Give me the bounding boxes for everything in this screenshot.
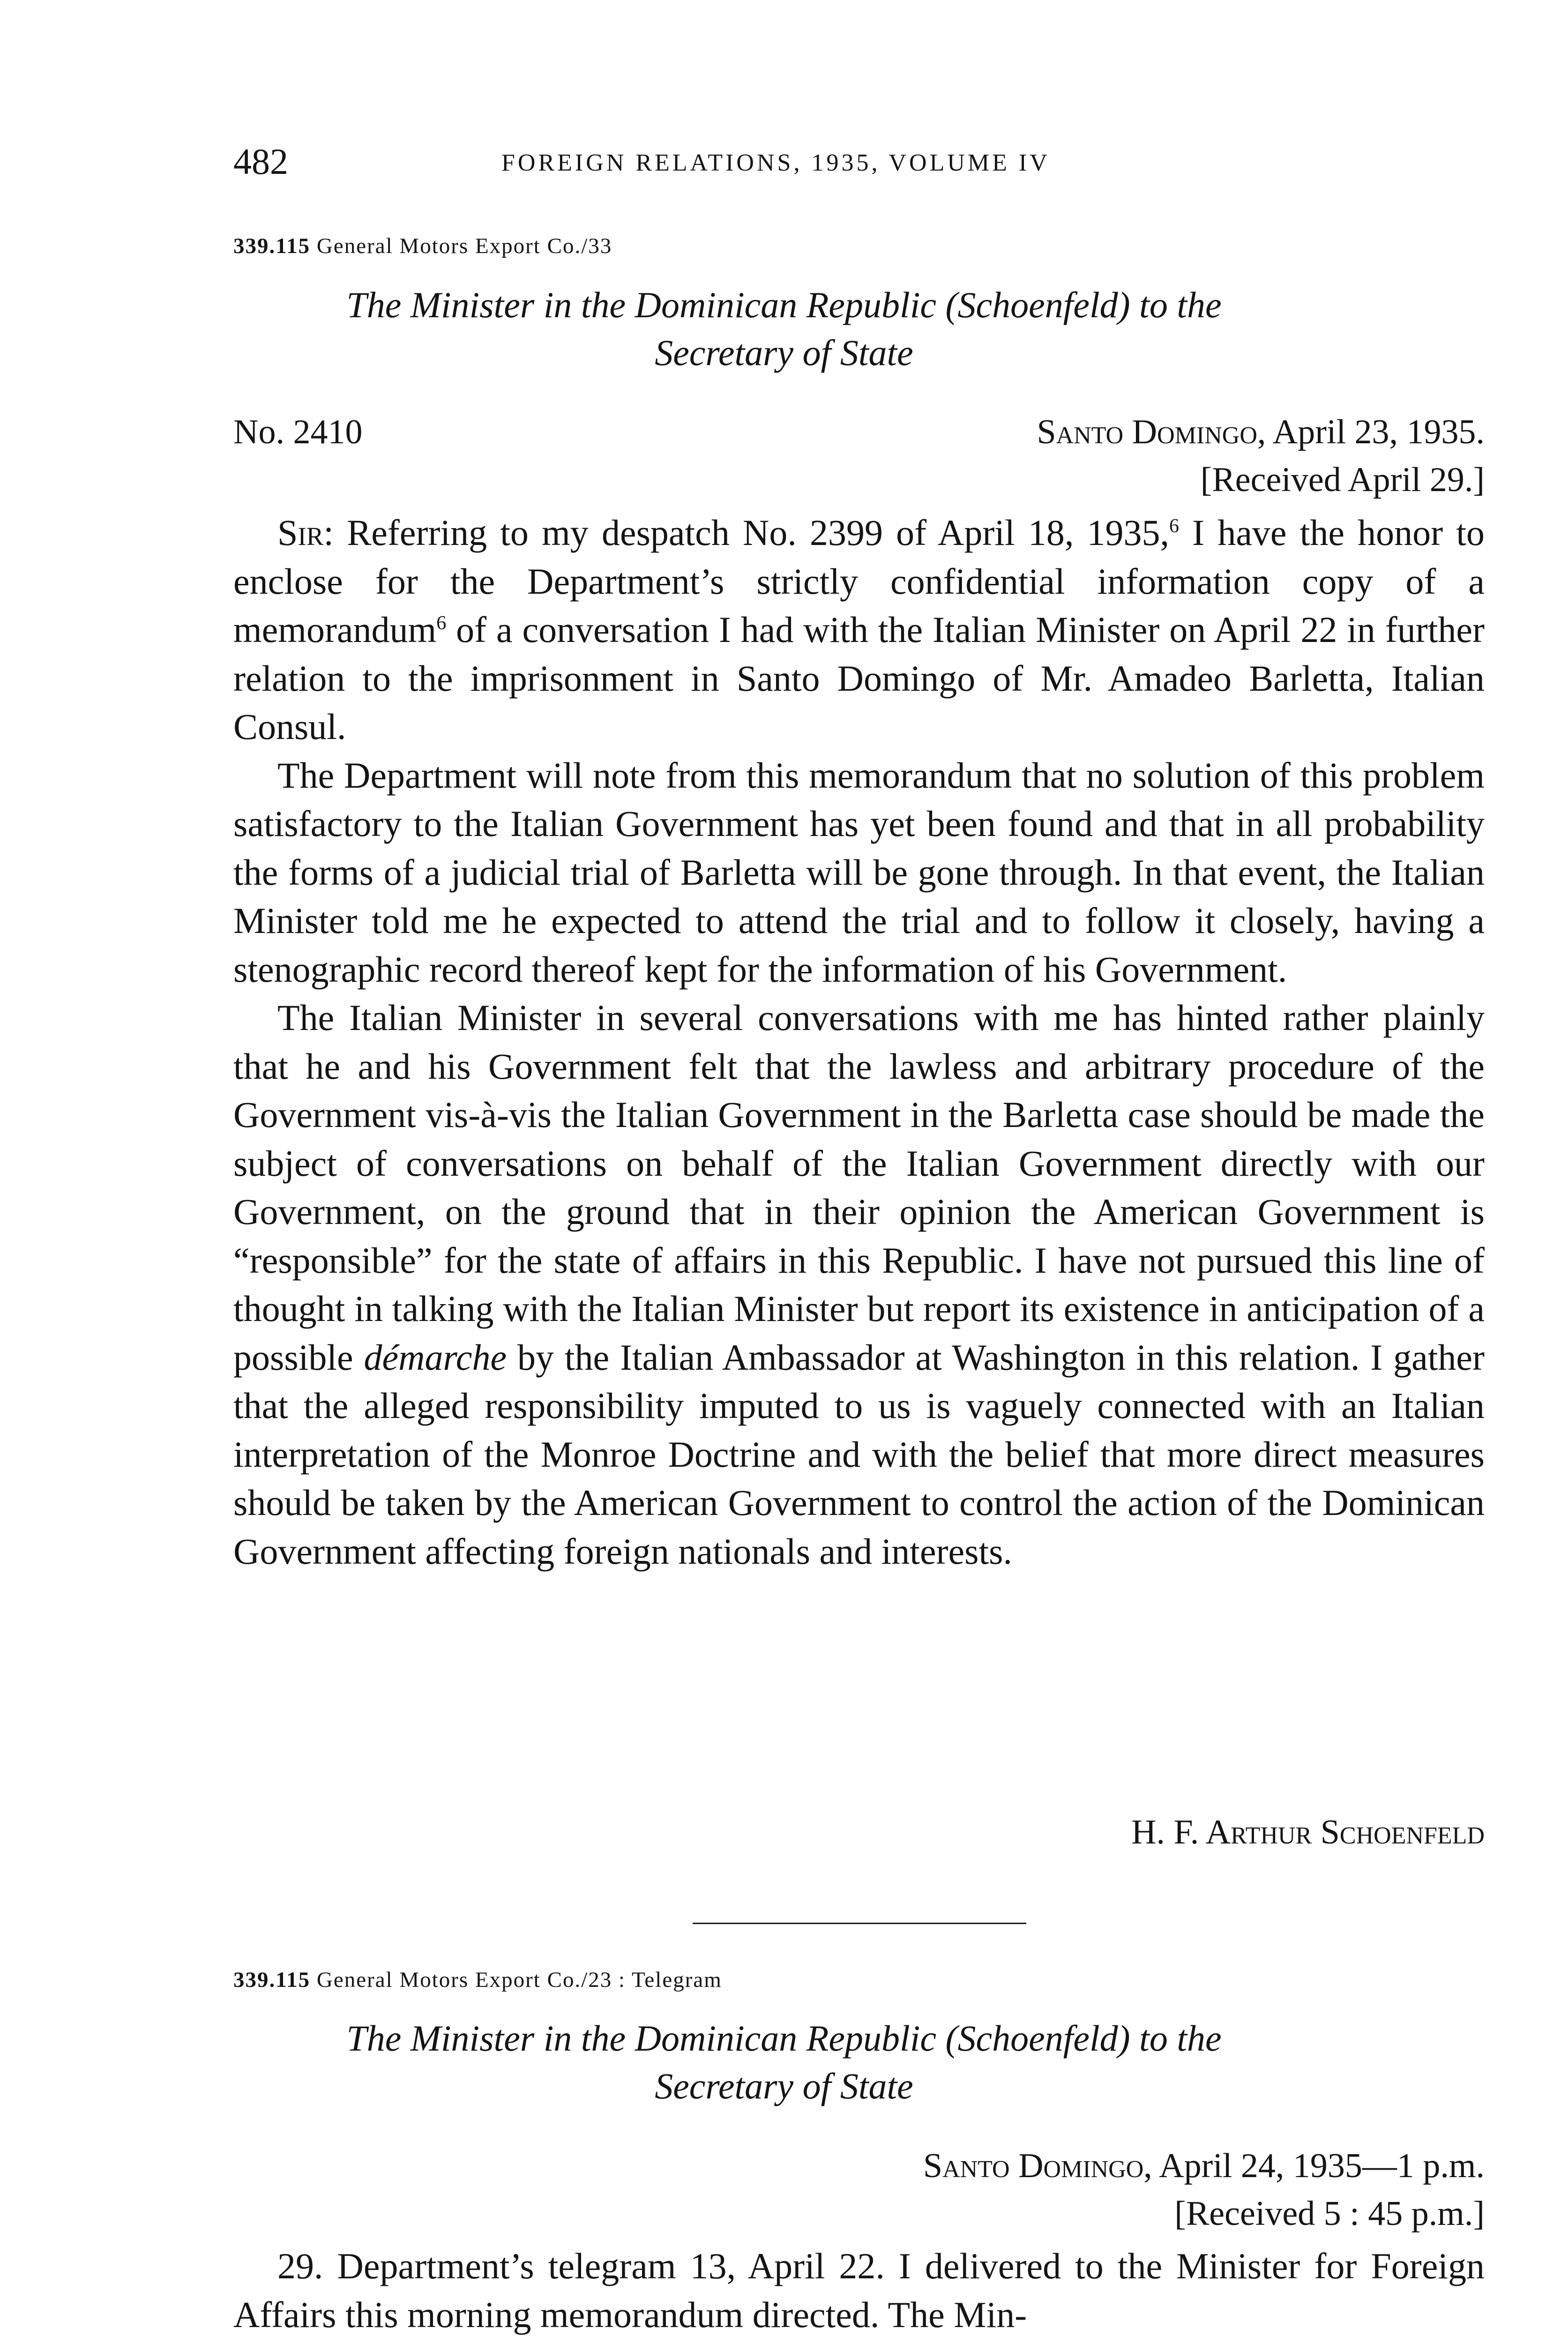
file-reference-text: General Motors Export Co./23 : Telegram (316, 1968, 722, 1992)
received-note: [Received April 29.] (1200, 461, 1485, 499)
signature: H. F. Arthur Schoenfeld (1131, 1813, 1485, 1851)
paragraph: The Department will note from this memorandum that no solution of this problem satisfactory to the Italian Government has yet been found and that in all probability the forms of a judicial trial of Barletta will be gone through. In that event, the Italian Minister told me he expected to attend the trial and to follow it closely, having a stenographic record thereof kept for the information of his Government. (233, 754, 1485, 990)
file-reference-number: 339.115 (233, 234, 311, 258)
file-reference-text: General Motors Export Co./33 (316, 234, 612, 258)
telegram-body (233, 2242, 1485, 2339)
file-reference (233, 233, 612, 259)
salutation: Sir (277, 512, 324, 553)
footnote-ref: 6 (436, 612, 447, 634)
despatch-number: No. 2410 (233, 413, 363, 451)
file-reference (233, 1967, 722, 1992)
dateline-place: Santo Domingo, (1037, 413, 1266, 451)
page-number: 482 (233, 141, 288, 182)
running-head: FOREIGN RELATIONS, 1935, VOLUME IV (501, 149, 1050, 176)
document-title-line1: The Minister in the Dominican Republic (Schoenfeld) to the (346, 2018, 1222, 2059)
letter-body (233, 508, 1485, 1575)
italic-term: démarche (364, 1336, 507, 1378)
file-reference-number: 339.115 (233, 1968, 311, 1992)
footnote-ref: 6 (1169, 515, 1179, 537)
document-title-line2: Secretary of State (655, 332, 913, 373)
dateline-date: April 23, 1935. (1272, 413, 1485, 451)
paragraph: 29. Department’s telegram 13, April 22. I delivered to the Minister for Foreign Affairs this morning memorandum directed. The Min- (233, 2246, 1485, 2335)
dateline-date: April 24, 1935—1 p.m. (1159, 2147, 1485, 2185)
paragraph: Sir: Referring to my despatch No. 2399 of April 18, 1935,$^6$ I have the honor to enclose for the Department’s strictly confidential information copy of a memorandum$^6$ of a conversation I had with the Italian Minister on April 22 in further relation to the imprisonment in Santo Domingo of Mr. Amadeo Barletta, Italian Consul. (233, 512, 1485, 747)
received-note: [Received 5 : 45 p.m.] (1174, 2194, 1485, 2233)
document-title-line1: The Minister in the Dominican Republic (Schoenfeld) to the (346, 284, 1222, 325)
dateline (923, 2146, 1485, 2186)
document-title-line2: Secretary of State (655, 2066, 913, 2106)
section-divider (693, 1923, 1026, 1924)
dateline-place: Santo Domingo, (923, 2147, 1152, 2185)
paragraph: The Italian Minister in several conversations with me has hinted rather plainly that he and his Government felt that the lawless and arbitrary procedure of the Government vis-à-vis the Italian Government in the Barletta case should be made the subject of conversations on behalf of the Italian Government directly with our Government, on the ground that in their opinion the American Government is “responsible” for the state of affairs in this Republic. I have not pursued this line of thought in talking with the Italian Minister but report its existence in anticipation of a possible démarche by the Italian Ambassador at Washington in this relation. I gather that the alleged responsibility imputed to us is vaguely connected with an Italian interpretation of the Monroe Doctrine and with the belief that more direct measures should be taken by the American Government to control the action of the Dominican Government affecting foreign nationals and interests. (233, 997, 1485, 1572)
dateline (1037, 412, 1485, 452)
